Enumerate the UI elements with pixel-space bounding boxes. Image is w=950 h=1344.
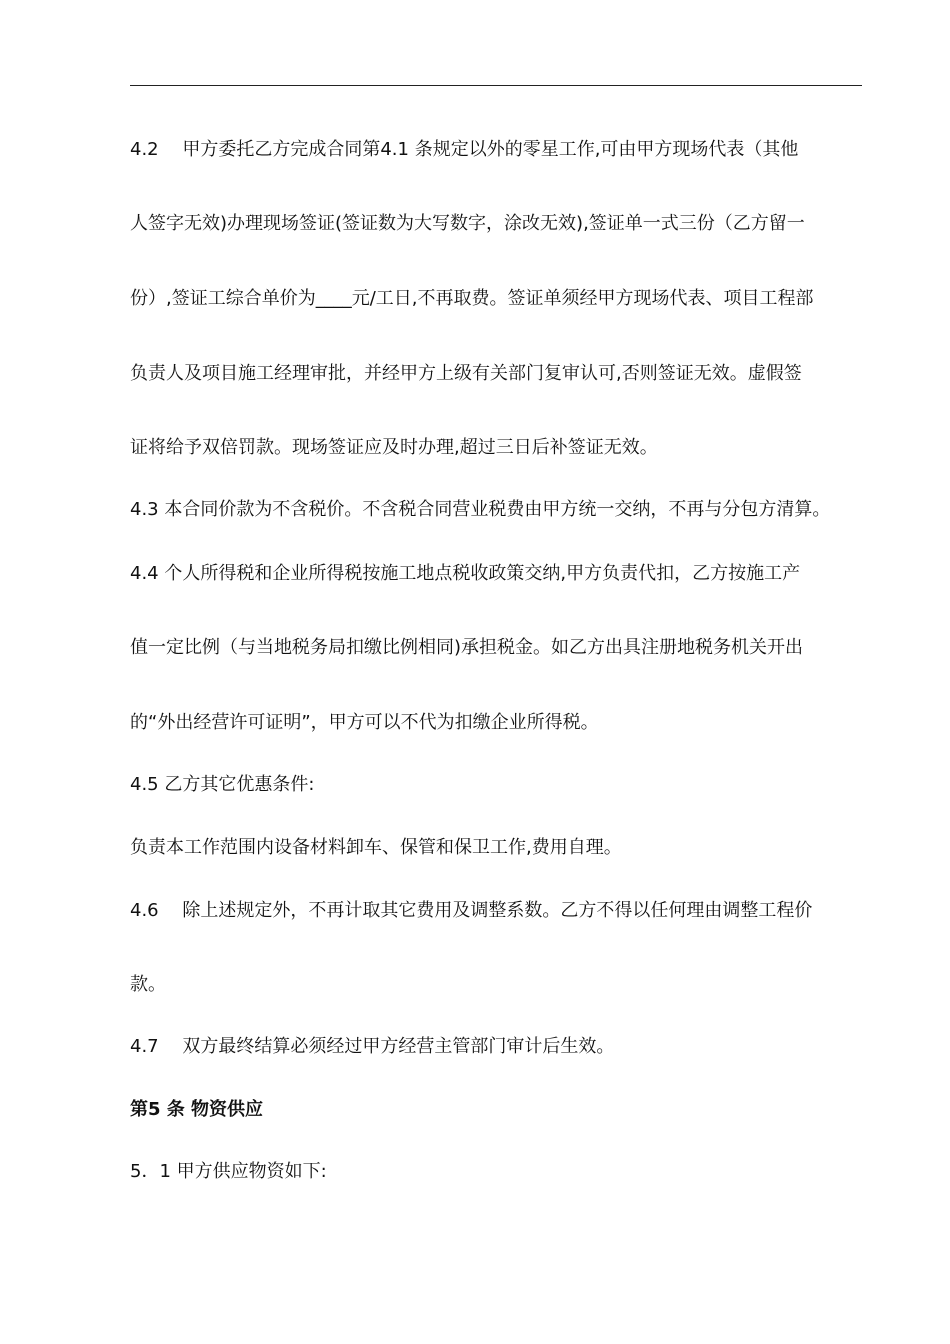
text-line: 4.7 双方最终结算必须经过甲方经营主管部门审计后生效。 [130,1036,615,1057]
text-line: 负责本工作范围内设备材料卸车、保管和保卫工作,费用自理。 [130,837,622,858]
text-line: 人签字无效)办理现场签证(签证数为大写数字，涂改无效),签证单一式三份（乙方留一 [130,213,805,234]
text-line: 款。 [130,974,166,995]
text-line: 4.2 甲方委托乙方完成合同第4.1 条规定以外的零星工作,可由甲方现场代表（其他 [130,139,799,160]
text-line: 份）,签证工综合单价为____元/工日,不再取费。签证单须经甲方现场代表、项目工程部 [130,288,814,309]
text-line: 4.4 个人所得税和企业所得税按施工地点税收政策交纳,甲方负责代扣，乙方按施工产 [130,563,801,584]
text-line: 负责人及项目施工经理审批，并经甲方上级有关部门复审认可,否则签证无效。虚假签 [130,363,802,384]
text-line: 的“外出经营许可证明”，甲方可以不代为扣缴企业所得税。 [130,712,599,733]
text-line: 4.6 除上述规定外，不再计取其它费用及调整系数。乙方不得以任何理由调整工程价 [130,900,813,921]
text-line: 4.3 本合同价款为不含税价。不含税合同营业税费由甲方统一交纳，不再与分包方清算。 [130,499,831,520]
text-line: 4.5 乙方其它优惠条件: [130,774,315,795]
text-line: 值一定比例（与当地税务局扣缴比例相同)承担税金。如乙方出具注册地税务机关开出 [130,637,804,658]
text-line: 5．1 甲方供应物资如下: [130,1161,327,1182]
text-line: 证将给予双倍罚款。现场签证应及时办理,超过三日后补签证无效。 [130,437,658,458]
section-heading: 第5 条 物资供应 [130,1099,264,1120]
header-rule [130,85,862,86]
